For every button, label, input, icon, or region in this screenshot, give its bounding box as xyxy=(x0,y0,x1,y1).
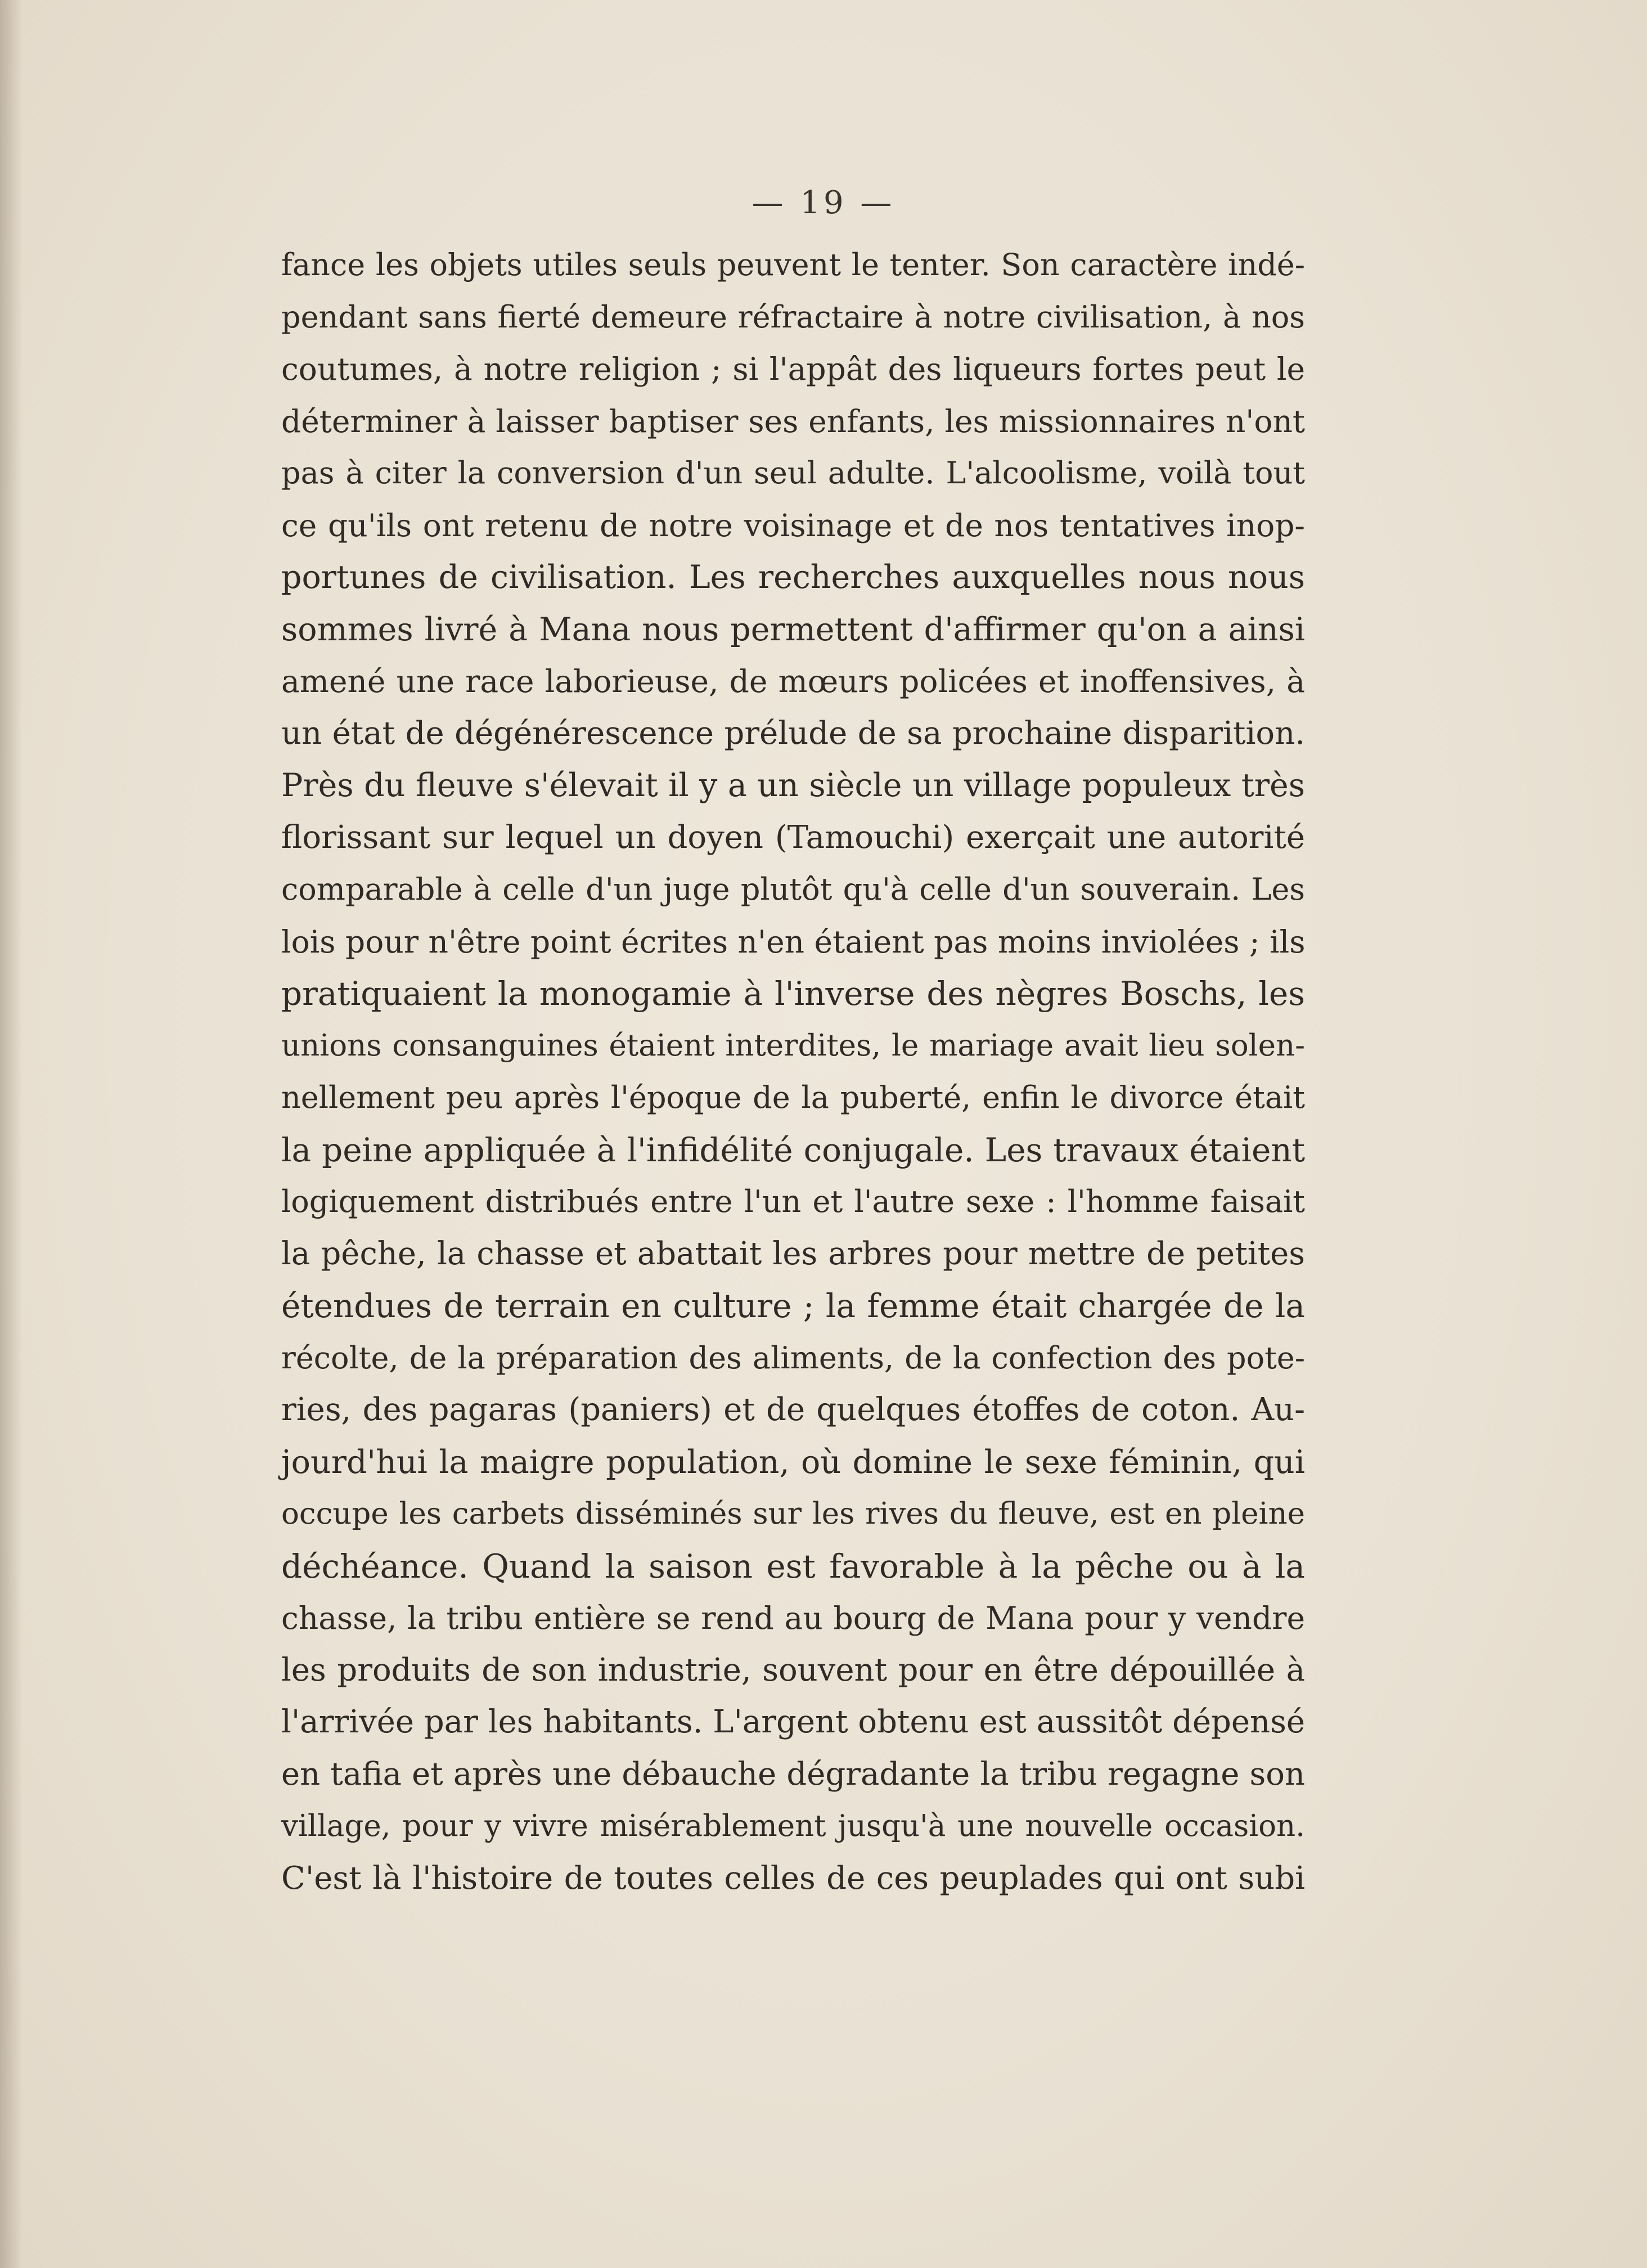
page-edge-shadow xyxy=(0,0,22,2268)
text-line: occupe les carbets disséminés sur les rives du fleuve, est en pleine xyxy=(281,1497,1305,1531)
text-line: coutumes, à notre religion ; si l'appât des liqueurs fortes peut le xyxy=(281,351,1305,387)
text-line: déchéance. Quand la saison est favorable à la pêche ou à la xyxy=(281,1547,1305,1586)
text-line: fance les objets utiles seuls peuvent le tenter. Son caractère indé- xyxy=(281,247,1305,282)
text-line: logiquement distribués entre l'un et l'autre sexe : l'homme faisait xyxy=(281,1184,1305,1219)
body-text xyxy=(281,239,1305,1905)
text-line: sommes livré à Mana nous permettent d'affirmer qu'on a ainsi xyxy=(281,610,1305,648)
text-line: ce qu'ils ont retenu de notre voisinage et de nos tentatives inop- xyxy=(281,507,1305,544)
text-line: comparable à celle d'un juge plutôt qu'à celle d'un souverain. Les xyxy=(281,872,1305,907)
text-line: village, pour y vivre misérablement jusqu'à une nouvelle occasion. xyxy=(281,1809,1305,1843)
text-line: florissant sur lequel un doyen (Tamouchi) exerçait une autorité xyxy=(281,819,1305,856)
page-number: — 19 — xyxy=(752,185,896,221)
text-line: jourd'hui la maigre population, où domine le sexe féminin, qui xyxy=(281,1443,1305,1481)
text-line: la pêche, la chasse et abattait les arbres pour mettre de petites xyxy=(281,1235,1305,1272)
text-line: en tafia et après une débauche dégradante la tribu regagne son xyxy=(281,1755,1305,1793)
text-line: un état de dégénérescence prélude de sa prochaine disparition. xyxy=(281,715,1305,752)
text-line: ries, des pagaras (paniers) et de quelques étoffes de coton. Au- xyxy=(281,1391,1305,1428)
text-line: étendues de terrain en culture ; la femme était chargée de la xyxy=(281,1287,1305,1325)
text-line: pratiquaient la monogamie à l'inverse des nègres Boschs, les xyxy=(281,974,1305,1013)
text-line: les produits de son industrie, souvent pour en être dépouillée à xyxy=(281,1651,1305,1688)
text-line: Près du fleuve s'élevait il y a un siècle un village populeux très xyxy=(281,767,1305,804)
text-line: récolte, de la préparation des aliments, de la confection des pote- xyxy=(281,1340,1305,1376)
text-line: C'est là l'histoire de toutes celles de ces peuplades qui ont subi xyxy=(281,1860,1305,1897)
text-line: portunes de civilisation. Les recherches auxquelles nous nous xyxy=(281,559,1305,596)
text-line: déterminer à laisser baptiser ses enfants, les missionnaires n'ont xyxy=(281,403,1305,439)
text-line: lois pour n'être point écrites n'en étaient pas moins inviolées ; ils xyxy=(281,923,1306,960)
text-line: nellement peu après l'époque de la puberté, enfin le divorce était xyxy=(281,1080,1305,1115)
text-line: unions consanguines étaient interdites, le mariage avait lieu solen- xyxy=(281,1028,1305,1063)
text-line: pendant sans fierté demeure réfractaire à notre civilisation, à nos xyxy=(281,299,1305,335)
text-line: la peine appliquée à l'infidélité conjugale. Les travaux étaient xyxy=(281,1130,1305,1169)
text-line: amené une race laborieuse, de mœurs policées et inoffensives, à xyxy=(281,663,1305,699)
text-line: pas à citer la conversion d'un seul adulte. L'alcoolisme, voilà tout xyxy=(281,455,1305,491)
text-line: chasse, la tribu entière se rend au bourg de Mana pour y vendre xyxy=(281,1600,1305,1636)
text-line: l'arrivée par les habitants. L'argent obtenu est aussitôt dépensé xyxy=(281,1704,1305,1740)
